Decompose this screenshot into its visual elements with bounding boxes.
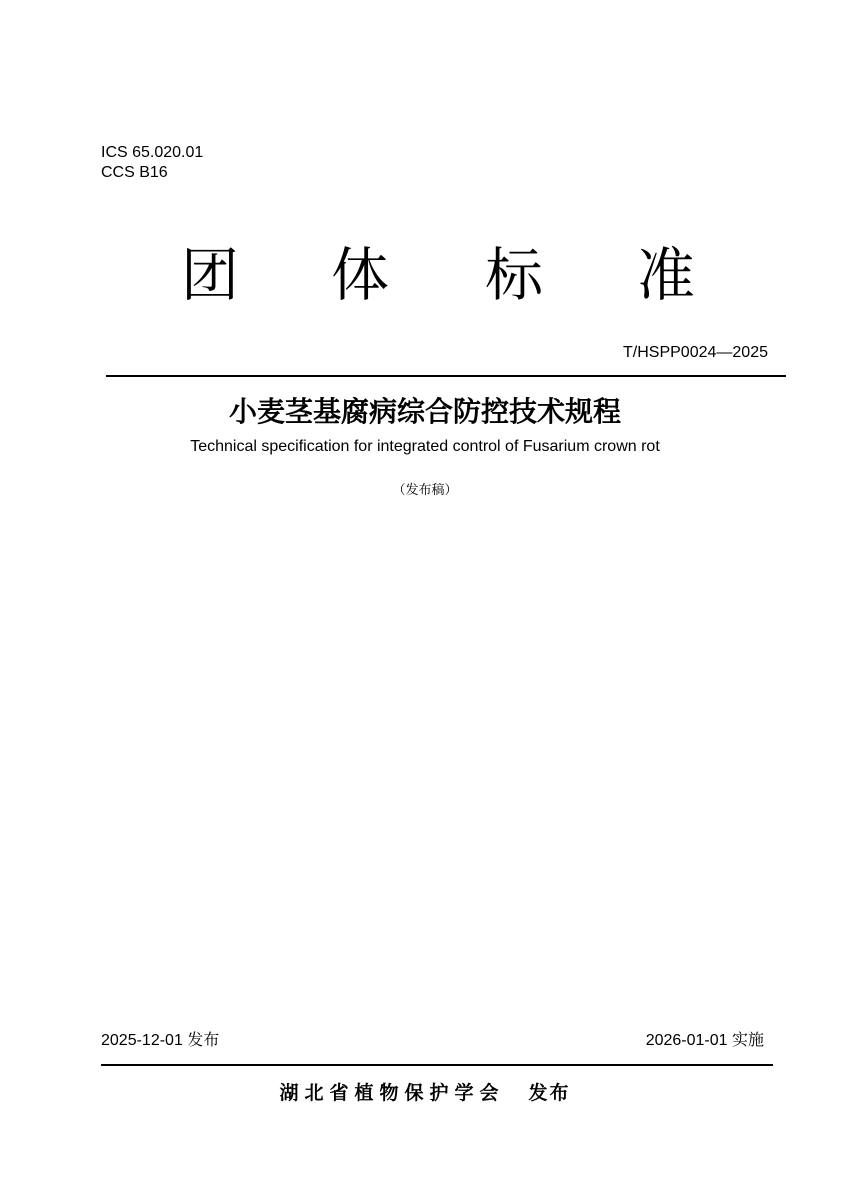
top-divider — [106, 375, 786, 377]
bottom-divider — [101, 1064, 773, 1066]
document-kind-heading — [0, 240, 850, 310]
publisher-organization: 湖北省植物保护学会 — [279, 1082, 505, 1104]
publication-date: 2025-12-01 发布 — [101, 1032, 220, 1049]
ics-code: ICS 65.020.01 — [101, 144, 204, 161]
document-kind-char: 准 — [636, 241, 695, 309]
draft-status: （发布稿） — [392, 483, 458, 498]
document-kind-char: 标 — [484, 241, 543, 309]
document-kind-char: 体 — [330, 241, 389, 309]
title-english: Technical specification for integrated control of Fusarium crown rot — [190, 438, 660, 455]
publisher-line — [0, 1080, 850, 1106]
document-kind-char: 团 — [180, 241, 239, 309]
ccs-code: CCS B16 — [101, 164, 168, 181]
standard-number: T/HSPP0024—2025 — [623, 344, 768, 361]
publisher-action: 发布 — [528, 1082, 571, 1104]
title-chinese: 小麦茎基腐病综合防控技术规程 — [228, 395, 621, 428]
implementation-date: 2026-01-01 实施 — [645, 1032, 764, 1049]
